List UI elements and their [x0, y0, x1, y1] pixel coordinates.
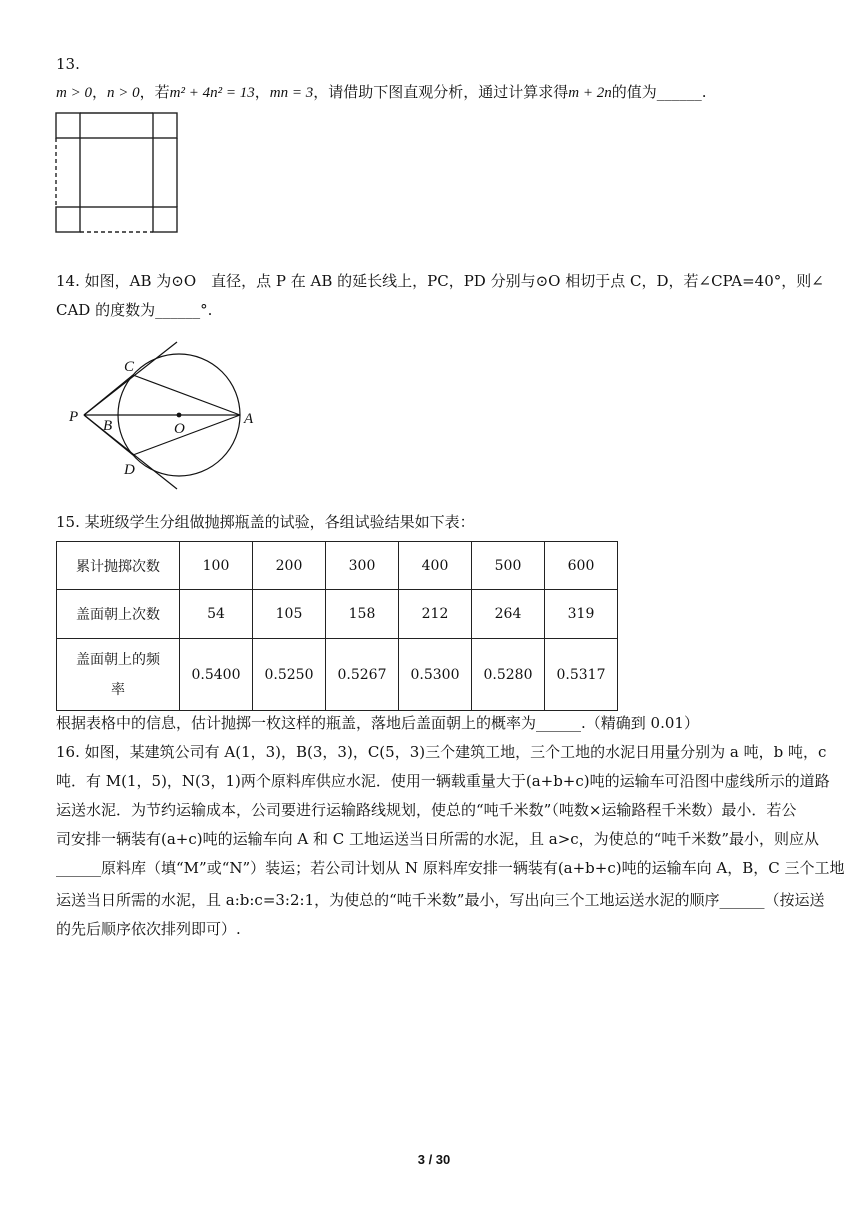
table-row-header [57, 639, 180, 711]
table-cell: 0.5267 [326, 639, 399, 711]
table-row-header: 盖面朝上次数 [57, 590, 180, 639]
table-cell: 300 [326, 542, 399, 590]
q13-square-figure [54, 111, 180, 235]
table-row [57, 639, 618, 711]
q16-line: ______原料库（填“M”或“N”）装运；若公司计划从 N 原料库安排一辆装有(a+b+c)吨的运输车向 A，B，C 三个工地 [56, 859, 845, 877]
q13-corner-square [56, 207, 80, 232]
table-cell: 0.5300 [399, 639, 472, 711]
page-number: 3 / 30 [417, 1152, 451, 1167]
q14-center-dot [177, 413, 182, 418]
q14-label-b: B [103, 418, 113, 434]
q13-corner-square [56, 113, 80, 138]
table-cell: 100 [180, 542, 253, 590]
q13-cond-n: n > 0 [106, 85, 140, 101]
q13-eq2: mn = 3 [269, 85, 314, 101]
table-cell: 0.5400 [180, 639, 253, 711]
table-cell: 0.5250 [253, 639, 326, 711]
q13-cond-m: m > 0 [56, 85, 92, 101]
table-row-header-part: 率 [111, 681, 125, 698]
table-cell: 105 [253, 590, 326, 639]
table-cell: 264 [472, 590, 545, 639]
q13-tail: 的值为______. [611, 83, 707, 101]
q16-line: 16. 如图，某建筑公司有 A(1，3)，B(3，3)，C(5，3)三个建筑工地，三个工地的水泥日用量分别为 a 吨，b 吨，c [56, 743, 827, 761]
q14-circle-figure [60, 335, 270, 500]
table-row [57, 590, 618, 639]
table-cell: 54 [180, 590, 253, 639]
q13-ruo: 若 [154, 83, 170, 101]
q13-text: m > 0，n > 0，若m² + 4n² = 13，mn = 3，请借助下图直观分析，通过计算求得m + 2n的值为______. [56, 83, 707, 101]
table-cell: 200 [253, 542, 326, 590]
table-row-header: 累计抛掷次数 [57, 542, 180, 590]
q15-intro: 15. 某班级学生分组做抛掷瓶盖的试验，各组试验结果如下表： [56, 513, 475, 531]
q13-inner-square [80, 138, 153, 207]
table-cell: 319 [545, 590, 618, 639]
q14-label-o: O [174, 421, 185, 437]
table-cell: 400 [399, 542, 472, 590]
q15-question: 根据表格中的信息，估计抛掷一枚这样的瓶盖，落地后盖面朝上的概率为______.（精确到 0.01） [56, 714, 699, 732]
q16-line: 吨．有 M(1，5)，N(3，1)两个原料库供应水泥．使用一辆载重量大于(a+b+c)吨的运输车可沿图中虚线所示的道路 [56, 772, 830, 790]
q16-line: 司安排一辆装有(a+c)吨的运输车向 A 和 C 工地运送当日所需的水泥，且 a>c，为使总的“吨千米数”最小，则应从 [56, 830, 820, 848]
q16-line: 运送水泥．为节约运输成本，公司要进行运输路线规划，使总的“吨千米数”（吨数×运输路程千米数）最小．若公 [56, 801, 797, 819]
q14-line2: CAD 的度数为______°. [56, 301, 213, 319]
q14-label-c: C [124, 359, 135, 375]
q13-expr: m + 2n [568, 85, 612, 101]
table-cell: 0.5280 [472, 639, 545, 711]
table-cell: 212 [399, 590, 472, 639]
q13-corner-square [153, 113, 177, 138]
q15-frequency-table [56, 541, 618, 711]
q16-line: 的先后顺序依次排列即可）. [56, 920, 241, 938]
q13-number: 13. [56, 55, 80, 73]
q16-line: 运送当日所需的水泥，且 a:b:c=3:2:1，为使总的“吨千米数”最小，写出向三个工地运送水泥的顺序______（按运送 [56, 891, 825, 909]
table-cell: 0.5317 [545, 639, 618, 711]
table-row-header-part: 盖面朝上的频 [76, 651, 160, 668]
q14-line1: 14. 如图，AB 为⊙O 直径，点 P 在 AB 的延长线上，PC，PD 分别与⊙O 相切于点 C，D，若∠CPA=40°，则∠ [56, 272, 824, 290]
q14-label-d: D [124, 462, 135, 478]
table-row [57, 542, 618, 590]
q13-corner-square [153, 207, 177, 232]
table-cell: 158 [326, 590, 399, 639]
table-cell: 500 [472, 542, 545, 590]
q13-body: 请借助下图直观分析，通过计算求得 [328, 83, 569, 101]
q14-label-p: P [69, 409, 79, 425]
q14-label-a: A [244, 411, 254, 427]
q13-eq1: m² + 4n² = 13 [169, 85, 255, 101]
table-cell: 600 [545, 542, 618, 590]
